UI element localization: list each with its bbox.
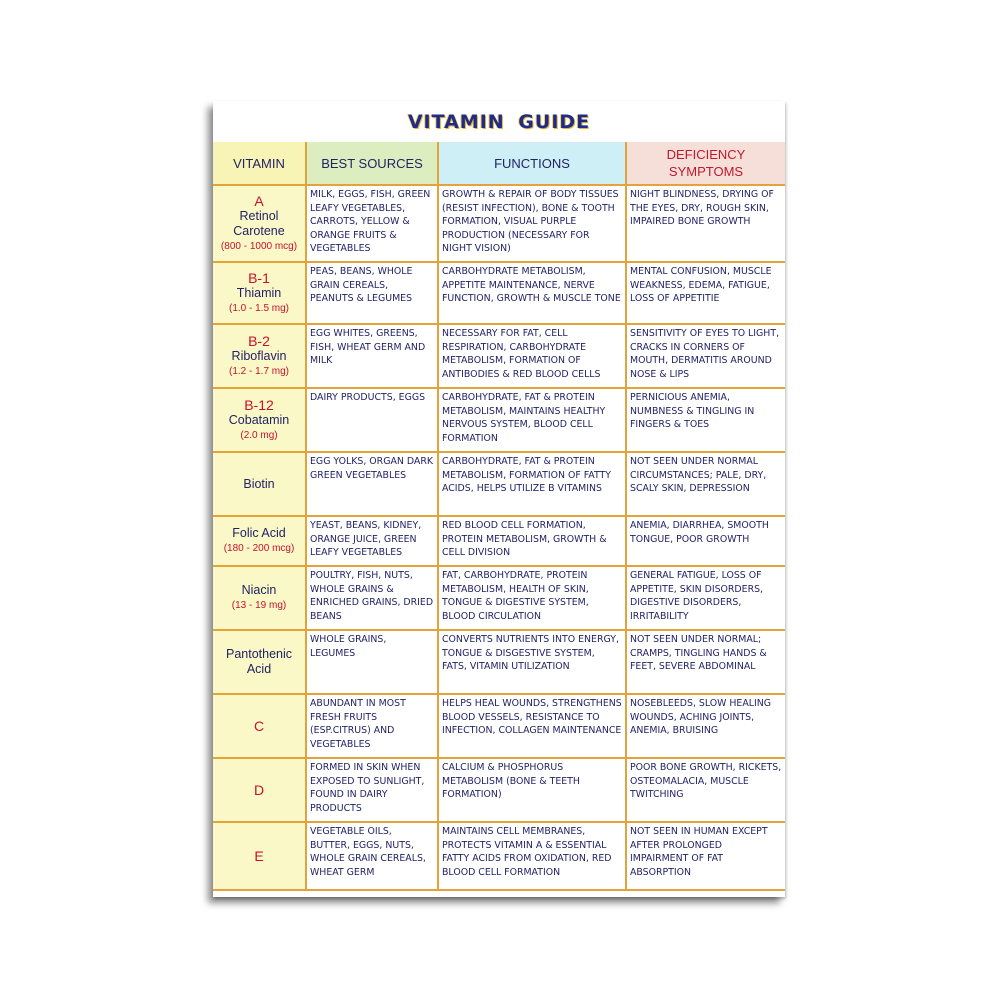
deficiency-cell: NOSEBLEEDS, SLOW HEALING WOUNDS, ACHING JOINTS, ANEMIA, BRUISING xyxy=(626,694,785,758)
header-functions: FUNCTIONS xyxy=(438,142,626,185)
header-row xyxy=(213,142,785,185)
vitamin-row xyxy=(213,262,785,324)
vitamin-dose: (1.0 - 1.5 mg) xyxy=(228,302,290,314)
vitamin-row xyxy=(213,185,785,262)
vitamin-letter: B-1 xyxy=(248,269,270,286)
vitamin-dose: (13 - 19 mg) xyxy=(231,600,287,611)
vitamin-cell xyxy=(213,185,306,262)
functions-cell: FAT, CARBOHYDRATE, PROTEIN METABOLISM, HEALTH OF SKIN, TONGUE & DIGESTIVE SYSTEM, BLOOD CIRCULATION xyxy=(438,566,626,630)
vitamin-table xyxy=(213,142,785,891)
sources-cell: PEAS, BEANS, WHOLE GRAIN CEREALS, PEANUTS & LEGUMES xyxy=(306,262,438,324)
vitamin-cell xyxy=(213,452,306,516)
vitamin-dose: (800 - 1000 mcg) xyxy=(220,240,298,252)
vitamin-dose: (1.2 - 1.7 mg) xyxy=(228,365,290,377)
deficiency-cell: MENTAL CONFUSION, MUSCLE WEAKNESS, EDEMA, FATIGUE, LOSS OF APPETITIE xyxy=(626,262,785,324)
sources-cell: YEAST, BEANS, KIDNEY, ORANGE JUICE, GREEN LEAFY VEGETABLES xyxy=(306,516,438,566)
vitamin-row xyxy=(213,388,785,452)
vitamin-name: Folic Acid xyxy=(232,526,286,540)
header-deficiency-symptoms: DEFICIENCY SYMPTOMS xyxy=(626,142,785,185)
deficiency-cell: PERNICIOUS ANEMIA, NUMBNESS & TINGLING IN FINGERS & TOES xyxy=(626,388,785,452)
sources-cell: POULTRY, FISH, NUTS, WHOLE GRAINS & ENRICHED GRAINS, DRIED BEANS xyxy=(306,566,438,630)
functions-cell: HELPS HEAL WOUNDS, STRENGTHENS BLOOD VESSELS, RESISTANCE TO INFECTION, COLLAGEN MAINTENANCE xyxy=(438,694,626,758)
sources-cell: EGG YOLKS, ORGAN DARK GREEN VEGETABLES xyxy=(306,452,438,516)
functions-cell: CARBOHYDRATE, FAT & PROTEIN METABOLISM, FORMATION OF FATTY ACIDS, HELPS UTILIZE B VITAMINS xyxy=(438,452,626,516)
deficiency-cell: POOR BONE GROWTH, RICKETS, OSTEOMALACIA, MUSCLE TWITCHING xyxy=(626,758,785,822)
vitamin-cell xyxy=(213,694,306,758)
vitamin-letter: B-12 xyxy=(244,396,274,413)
vitamin-cell xyxy=(213,822,306,890)
vitamin-name: Retinol Carotene xyxy=(233,208,285,238)
vitamin-row xyxy=(213,566,785,630)
vitamin-cell xyxy=(213,630,306,694)
deficiency-cell: NOT SEEN IN HUMAN EXCEPT AFTER PROLONGED IMPAIRMENT OF FAT ABSORPTION xyxy=(626,822,785,890)
vitamin-letter: D xyxy=(253,781,265,798)
vitamin-name: Biotin xyxy=(243,476,275,491)
vitamin-name: Riboflavin xyxy=(231,348,287,363)
vitamin-row xyxy=(213,694,785,758)
deficiency-cell: SENSITIVITY OF EYES TO LIGHT, CRACKS IN CORNERS OF MOUTH, DERMATITIS AROUND NOSE & LIPS xyxy=(626,324,785,388)
vitamin-row xyxy=(213,324,785,388)
vitamin-name: Pantothenic Acid xyxy=(225,647,293,676)
header-best-sources: BEST SOURCES xyxy=(306,142,438,185)
deficiency-cell: NIGHT BLINDNESS, DRYING OF THE EYES, DRY, ROUGH SKIN, IMPAIRED BONE GROWTH xyxy=(626,185,785,262)
deficiency-cell: ANEMIA, DIARRHEA, SMOOTH TONGUE, POOR GROWTH xyxy=(626,516,785,566)
vitamin-cell xyxy=(213,388,306,452)
vitamin-dose: (180 - 200 mcg) xyxy=(223,543,295,554)
vitamin-name: Niacin xyxy=(241,583,277,597)
deficiency-cell: NOT SEEN UNDER NORMAL; CRAMPS, TINGLING HANDS & FEET, SEVERE ABDOMINAL xyxy=(626,630,785,694)
sources-cell: WHOLE GRAINS, LEGUMES xyxy=(306,630,438,694)
vitamin-cell xyxy=(213,758,306,822)
sources-cell: ABUNDANT IN MOST FRESH FRUITS (ESP.CITRUS) AND VEGETABLES xyxy=(306,694,438,758)
vitamin-row xyxy=(213,758,785,822)
vitamin-cell xyxy=(213,262,306,324)
vitamin-letter: B-2 xyxy=(248,332,270,349)
vitamin-row xyxy=(213,630,785,694)
deficiency-cell: NOT SEEN UNDER NORMAL CIRCUMSTANCES; PALE, DRY, SCALY SKIN, DEPRESSION xyxy=(626,452,785,516)
vitamin-guide-poster xyxy=(213,101,785,897)
functions-cell: CONVERTS NUTRIENTS INTO ENERGY, TONGUE & DISGESTIVE SYSTEM, FATS, VITAMIN UTILIZATION xyxy=(438,630,626,694)
vitamin-dose: (2.0 mg) xyxy=(240,429,278,441)
sources-cell: MILK, EGGS, FISH, GREEN LEAFY VEGETABLES, CARROTS, YELLOW & ORANGE FRUITS & VEGETABLES xyxy=(306,185,438,262)
functions-cell: CARBOHYDRATE, FAT & PROTEIN METABOLISM, MAINTAINS HEALTHY NERVOUS SYSTEM, BLOOD CELL FORMATION xyxy=(438,388,626,452)
vitamin-row xyxy=(213,516,785,566)
functions-cell: RED BLOOD CELL FORMATION, PROTEIN METABOLISM, GROWTH & CELL DIVISION xyxy=(438,516,626,566)
functions-cell: MAINTAINS CELL MEMBRANES, PROTECTS VITAMIN A & ESSENTIAL FATTY ACIDS FROM OXIDATION, RED BLOOD CELL FORMATION xyxy=(438,822,626,890)
poster-title: VITAMIN GUIDE xyxy=(407,111,591,133)
vitamin-row xyxy=(213,452,785,516)
vitamin-row xyxy=(213,822,785,890)
functions-cell: NECESSARY FOR FAT, CELL RESPIRATION, CARBOHYDRATE METABOLISM, FORMATION OF ANTIBODIES & RED BLOOD CELLS xyxy=(438,324,626,388)
sources-cell: EGG WHITES, GREENS, FISH, WHEAT GERM AND MILK xyxy=(306,324,438,388)
sources-cell: VEGETABLE OILS, BUTTER, EGGS, NUTS, WHOLE GRAIN CEREALS, WHEAT GERM xyxy=(306,822,438,890)
sources-cell: FORMED IN SKIN WHEN EXPOSED TO SUNLIGHT, FOUND IN DAIRY PRODUCTS xyxy=(306,758,438,822)
vitamin-letter: C xyxy=(253,717,265,734)
vitamin-name: Thiamin xyxy=(236,285,282,300)
header-vitamin: VITAMIN xyxy=(213,142,306,185)
vitamin-cell xyxy=(213,566,306,630)
vitamin-letter: E xyxy=(254,847,264,864)
sources-cell: DAIRY PRODUCTS, EGGS xyxy=(306,388,438,452)
vitamin-cell xyxy=(213,516,306,566)
functions-cell: CARBOHYDRATE METABOLISM, APPETITE MAINTENANCE, NERVE FUNCTION, GROWTH & MUSCLE TONE xyxy=(438,262,626,324)
functions-cell: GROWTH & REPAIR OF BODY TISSUES (RESIST INFECTION), BONE & TOOTH FORMATION, VISUAL PURPLE PRODUCTION (NECESSARY FOR NIGHT VISION) xyxy=(438,185,626,262)
functions-cell: CALCIUM & PHOSPHORUS METABOLISM (BONE & TEETH FORMATION) xyxy=(438,758,626,822)
vitamin-cell xyxy=(213,324,306,388)
vitamin-letter: A xyxy=(254,192,264,209)
deficiency-cell: GENERAL FATIGUE, LOSS OF APPETITE, SKIN DISORDERS, DIGESTIVE DISORDERS, IRRITABILITY xyxy=(626,566,785,630)
vitamin-name: Cobatamin xyxy=(228,412,290,427)
